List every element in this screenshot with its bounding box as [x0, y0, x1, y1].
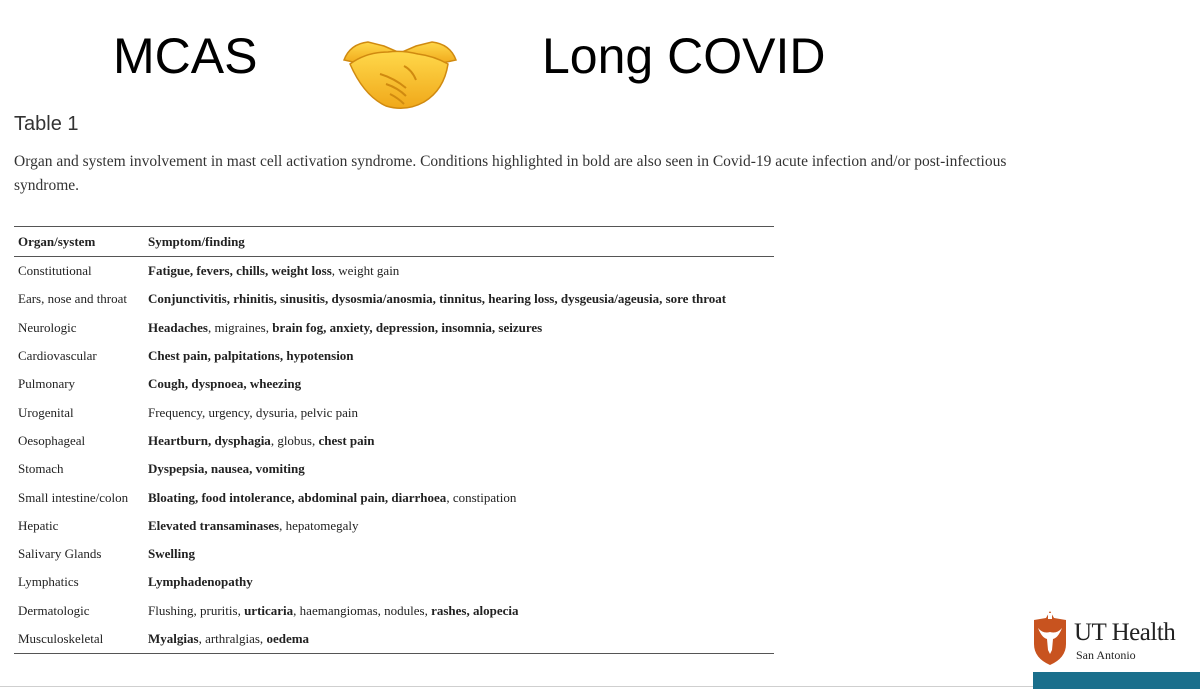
symptom-cell — [144, 483, 774, 511]
symptom-text-bold: Cough, dyspnoea, wheezing — [148, 376, 302, 392]
table-row — [14, 512, 774, 540]
table-caption: Organ and system involvement in mast cell activation syndrome. Conditions highlighted in bold are also seen in Covid-19 acute infection and/or post-infectious syndrome. — [14, 153, 1007, 194]
symptom-text-bold: Dyspepsia, nausea, vomiting — [148, 461, 305, 477]
symptom-text-bold: Lymphadenopathy — [148, 574, 253, 590]
symptom-table — [14, 226, 774, 654]
organ-cell: Cardiovascular — [18, 348, 97, 364]
symptom-text-bold: Fatigue, fevers, chills, weight loss — [148, 263, 332, 279]
table-row — [14, 455, 774, 483]
symptom-cell — [144, 285, 774, 313]
symptom-text-bold: Chest pain, palpitations, hypotension — [148, 348, 354, 364]
symptom-text-bold: Elevated transaminases — [148, 517, 280, 533]
symptom-text-bold: oedema — [266, 631, 310, 646]
symptom-text: , hepatomegaly — [279, 517, 359, 533]
symptom-cell — [144, 455, 774, 483]
logo-name: UT Health — [1074, 619, 1176, 646]
symptom-text-bold: Bloating, food intolerance, abdominal pain, diarrhoea — [148, 489, 447, 505]
table-row — [14, 257, 774, 286]
table-header-row — [14, 227, 774, 257]
symptom-text-bold: Conjunctivitis, rhinitis, sinusitis, dysosmia/anosmia, tinnitus, hearing loss, dysgeusia/ageusia, sore throat — [148, 291, 727, 307]
handshake-icon — [340, 30, 460, 116]
symptom-text-bold: Headaches — [148, 319, 208, 335]
slide-title-long-covid: Long COVID — [542, 28, 826, 84]
symptom-text-bold: Heartburn, dysphagia — [148, 432, 271, 448]
symptom-cell — [144, 427, 774, 455]
organ-cell: Lymphatics — [18, 574, 79, 590]
symptom-text: , weight gain — [331, 263, 400, 279]
symptom-text-bold: Myalgias — [148, 631, 199, 646]
symptom-cell — [144, 257, 774, 286]
symptom-text: , globus, — [270, 432, 319, 448]
symptom-cell — [144, 398, 774, 426]
organ-cell: Urogenital — [18, 404, 74, 420]
symptom-text-bold: brain fog, anxiety, depression, insomnia, seizures — [272, 319, 543, 335]
symptom-text: Frequency, urgency, dysuria, pelvic pain — [148, 404, 358, 420]
table-row — [14, 398, 774, 426]
symptom-text: , constipation — [446, 489, 517, 505]
ut-health-logo — [1030, 610, 1200, 689]
organ-cell: Ears, nose and throat — [18, 291, 128, 307]
column-header-symptom: Symptom/finding — [144, 227, 774, 257]
table-row — [14, 370, 774, 398]
symptom-text: , migraines, — [207, 319, 273, 335]
logo-subtitle: San Antonio — [1076, 648, 1136, 662]
symptom-cell — [144, 314, 774, 342]
organ-cell: Salivary Glands — [18, 546, 102, 562]
slide-title-mcas: MCAS — [113, 28, 258, 84]
symptom-cell — [144, 370, 774, 398]
organ-cell: Dermatologic — [18, 602, 90, 618]
organ-cell: Hepatic — [18, 517, 59, 533]
table-row — [14, 625, 774, 654]
symptom-text-bold: rashes, alopecia — [431, 602, 519, 618]
symptom-cell — [144, 512, 774, 540]
longhorn-shield-icon — [1033, 610, 1067, 666]
table-heading: Table 1 — [14, 113, 79, 135]
symptom-cell — [144, 625, 774, 654]
symptom-text-bold: Swelling — [148, 546, 195, 562]
symptom-text: , arthralgias, — [198, 631, 267, 646]
symptom-text: Flushing, pruritis, — [148, 602, 245, 618]
table-row — [14, 427, 774, 455]
table-row — [14, 483, 774, 511]
symptom-text-bold: chest pain — [318, 432, 375, 448]
logo-accent-bar — [1033, 672, 1200, 689]
symptom-cell — [144, 540, 774, 568]
table-row — [14, 568, 774, 596]
table-row — [14, 597, 774, 625]
organ-cell: Oesophageal — [18, 432, 86, 448]
slide-bottom-rule — [0, 686, 1033, 687]
organ-cell: Pulmonary — [18, 376, 76, 392]
table-row — [14, 342, 774, 370]
organ-cell: Constitutional — [18, 263, 92, 279]
symptom-text-bold: urticaria — [244, 602, 294, 618]
symptom-cell — [144, 597, 774, 625]
table-body — [14, 257, 774, 654]
table-row — [14, 540, 774, 568]
organ-cell: Stomach — [18, 461, 64, 477]
table-row — [14, 314, 774, 342]
organ-cell: Musculoskeletal — [14, 625, 144, 654]
table-row — [14, 285, 774, 313]
organ-cell: Neurologic — [18, 319, 77, 335]
organ-cell: Small intestine/colon — [18, 489, 129, 505]
symptom-cell — [144, 342, 774, 370]
symptom-text: , haemangiomas, nodules, — [293, 602, 432, 618]
symptom-cell — [144, 568, 774, 596]
column-header-organ: Organ/system — [14, 227, 144, 257]
